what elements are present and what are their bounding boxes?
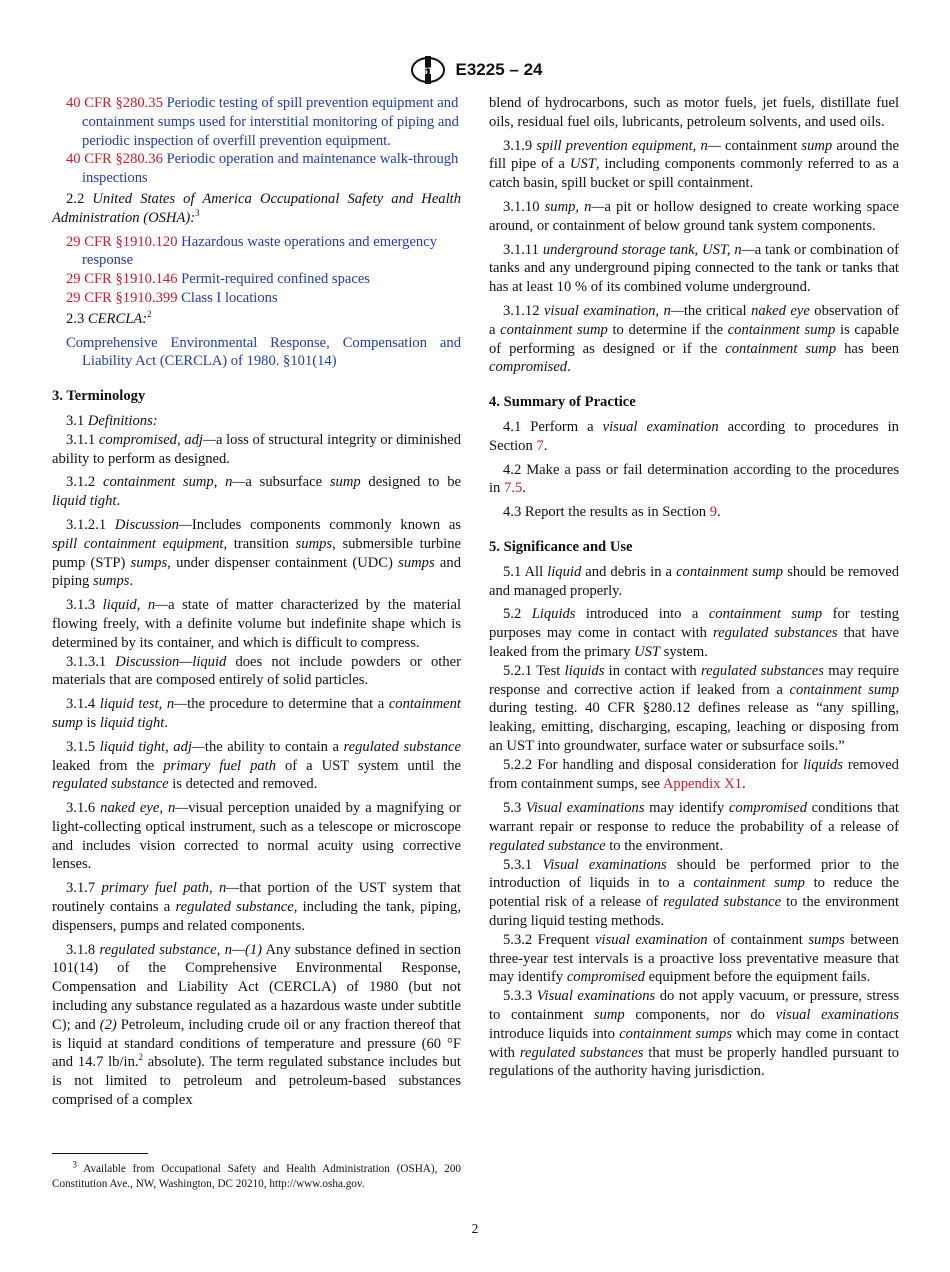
right-column: [489, 94, 899, 1081]
section-link[interactable]: 7: [536, 437, 544, 454]
section-link[interactable]: 9: [709, 504, 718, 521]
paragraph: 5.3.1 Visual examinations should be performed prior to the introduction of liquids in to a containment sump to reduce the potential risk of a release of regulated substance to the environment during liquid testing methods.: [489, 856, 900, 930]
paragraph: 3.1.2 containment sump, n—a subsurface sump designed to be liquid tight.: [52, 474, 461, 510]
paragraph: blend of hydrocarbons, such as motor fuels, jet fuels, distillate fuel oils, residual fuel oils, lubricants, petroleum solvents, and used oils.: [489, 95, 899, 130]
paragraph: 3.1.1 compromised, adj—a loss of structural integrity or diminished ability to perform as designed.: [52, 431, 462, 467]
paragraph: 5.2.2 For handling and disposal consideration for liquids removed from containment sumps, see Appendix X1.: [489, 756, 899, 792]
paragraph: 4.3 Report the results as in Section 9.: [503, 504, 721, 521]
paragraph: 3.1.3.1 Discussion—liquid does not include powders or other materials that are composed entirely of solid particles.: [52, 653, 461, 689]
paragraph: 4.2 Make a pass or fail determination according to the procedures in 7.5.: [489, 461, 899, 497]
reference-item[interactable]: 40 CFR §280.36 Periodic operation and maintenance walk-through inspections: [66, 151, 459, 187]
paragraph: 3.1.9 spill prevention equipment, n— containment sump around the fill pipe of a UST, including components commonly referred to as a catch basin, spill bucket or spill containment.: [489, 137, 899, 192]
page-number: 2: [471, 1221, 479, 1236]
paragraph: 5.3 Visual examinations may identify compromised conditions that warrant repair or response to reduce the probability of a release of regulated substance to the environment.: [489, 800, 899, 854]
paragraph: 5.3.3 Visual examinations do not apply vacuum, or pressure, stress to containment sump components, nor do visual examinations introduce liquids into containment sumps which may come in contact with regulated substances that must be properly handled pursuant to regulations of the authority having jurisdiction.: [489, 988, 900, 1080]
page-header: [0, 56, 950, 84]
paragraph: 3.1.10 sump, n—a pit or hollow designed to create working space around, or containment of below ground tank system components.: [489, 198, 899, 234]
standard-designation: E3225 – 24: [455, 60, 543, 79]
cercla-heading: 2.3 CERCLA:$^2$: [66, 308, 152, 327]
footnote: $^3$ Available from Occupational Safety and Health Administration (OSHA), 200 Constitution Ave., NW, Washington, DC 20210, http://www.osha.gov.: [52, 1159, 462, 1190]
osha-heading: 2.2 United States of America Occupational Safety and Health Administration (OSHA):$^3$: [52, 190, 461, 226]
section-heading: 5. Significance and Use: [489, 538, 633, 555]
paragraph: 3.1.5 liquid tight, adj—the ability to contain a regulated substance leaked from the primary fuel path of a UST system until the regulated substance is detected and removed.: [52, 738, 461, 793]
paragraph: 3.1.7 primary fuel path, n—that portion of the UST system that routinely contains a regulated substance, including the tank, piping, dispensers, pumps and related components.: [52, 880, 462, 934]
paragraph: 3.1.8 regulated substance, n—(1) Any substance defined in section 101(14) of the Comprehensive Environmental Response, Compensation and Liability Act (CERCLA) of 1980 (but not including any substance regulated as a hazardous waste under subtitle C); and (2) Petroleum, including crude oil or any fraction thereof that is liquid at standard conditions of temperature and pressure (60 °F and 14.7 lb/in.$^2$ absolute). The term regulated substance includes but is not limited to petroleum and petroleum-based substances comprised of a complex: [52, 941, 461, 1109]
section-heading: 4. Summary of Practice: [489, 394, 636, 411]
reference-item[interactable]: 29 CFR §1910.120 Hazardous waste operations and emergency response: [66, 233, 437, 269]
astm-logo-icon: [408, 56, 448, 84]
paragraph: 3.1.12 visual examination, n—the critical naked eye observation of a containment sump to determine if the containment sump is capable of performing as designed or if the containment sump has been compromised.: [489, 302, 899, 376]
paragraph: 3.1.6 naked eye, n—visual perception unaided by a magnifying or light-collecting optical instrument, such as a telescope or microscope and includes vision corrected to normal acuity using corrective lenses.: [52, 800, 462, 873]
reference-item[interactable]: 40 CFR §280.35 Periodic testing of spill prevention equipment and containment sumps used for interstitial monitoring of piping and periodic inspection of overfill prevention equipment.: [66, 95, 459, 149]
left-column: [52, 94, 461, 1110]
svg-text:ASTM: ASTM: [414, 66, 441, 76]
paragraph: 5.1 All liquid and debris in a containment sump should be removed and managed properly.: [489, 563, 899, 599]
reference-item[interactable]: Comprehensive Environmental Response, Compensation and Liability Act (CERCLA) of 1980. §101(14): [66, 334, 461, 370]
paragraph: 3.1.4 liquid test, n—the procedure to determine that a containment sump is liquid tight.: [52, 696, 461, 731]
paragraph: 3.1.3 liquid, n—a state of matter characterized by the material flowing freely, with a definite volume but indefinite shape which is determined by its container, and which is difficult to compress.: [52, 597, 462, 651]
section-heading: 3. Terminology: [52, 388, 146, 405]
paragraph: 3.1.11 underground storage tank, UST, n—a tank or combination of tanks and any underground piping connected to the tank or tanks that has at least 10 % of its combined volume underground.: [489, 241, 900, 296]
footnote-divider: [52, 1153, 148, 1154]
paragraph: 5.3.2 Frequent visual examination of containment sumps between three-year test intervals is a proactive loss preventative measure that may identify compromised equipment before the equipment fails.: [489, 931, 899, 986]
section-link[interactable]: 7.5: [504, 480, 523, 497]
paragraph: 3.1.2.1 Discussion—Includes components commonly known as spill containment equipment, transition sumps, submersible turbine pump (STP) sumps, under dispenser containment (UDC) sumps and piping sumps.: [52, 516, 461, 590]
paragraph: 3.1 Definitions:: [66, 412, 158, 429]
reference-item[interactable]: 29 CFR §1910.399 Class I locations: [66, 289, 278, 306]
paragraph: 4.1 Perform a visual examination according to procedures in Section 7.: [489, 418, 899, 454]
reference-item[interactable]: 29 CFR §1910.146 Permit-required confined spaces: [66, 271, 370, 288]
paragraph: 5.2.1 Test liquids in contact with regulated substances may require response and corrective action if leaked from a containment sump during testing. 40 CFR §280.12 defines release as “any spilling, leaking, emitting, discharging, escaping, leaching or disposing from an UST into groundwater, surface water or subsurface soils.”: [489, 662, 900, 754]
appendix-link[interactable]: Appendix X1: [662, 775, 742, 792]
paragraph: 5.2 Liquids introduced into a containment sump for testing purposes may come in contact with regulated substances that have leaked from the primary UST system.: [489, 606, 900, 660]
